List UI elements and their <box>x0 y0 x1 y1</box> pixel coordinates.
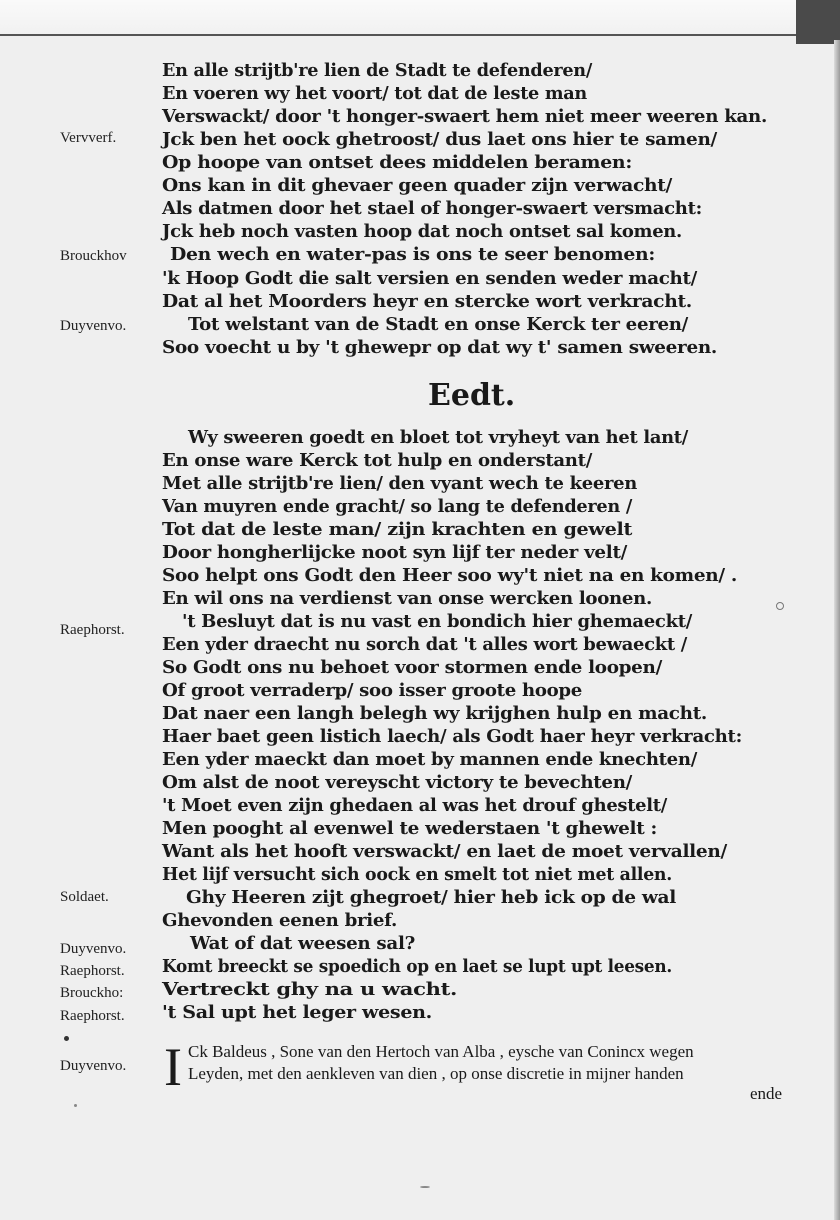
verse-line: Verswackt/ door 't honger-swaert hem niet meer weeren kan. <box>162 106 767 127</box>
speaker-label: Raephorst. <box>60 963 125 979</box>
verse-line: En alle strijtb're lien de Stadt te defenderen/ <box>162 60 592 81</box>
page-top-edge <box>0 0 840 36</box>
speaker-label: Duyvenvo. <box>60 318 127 334</box>
verse-line: Jck ben het oock ghetroost/ dus laet ons hier te samen/ <box>162 129 717 150</box>
verse-line: Soo voecht u by 't ghewepr op dat wy t' samen sweeren. <box>162 337 717 358</box>
verse-line: Men pooght al evenwel te wederstaen 't ghewelt : <box>162 818 657 839</box>
verse-line: Want als het hooft verswackt/ en laet de moet vervallen/ <box>162 841 727 862</box>
bullet-mark <box>64 1036 69 1041</box>
verse-line: Ghevonden eenen brief. <box>162 910 397 931</box>
verse-line: Vertreckt ghy na u wacht. <box>162 979 457 1000</box>
verse-line: Een yder maeckt dan moet by mannen ende knechten/ <box>162 749 697 770</box>
verse-line: Als datmen door het stael of honger-swaert versmacht: <box>162 198 702 219</box>
verse-line: Het lijf versucht sich oock en smelt tot niet met allen. <box>162 864 672 885</box>
verse-line: Ons kan in dit ghevaer geen quader zijn verwacht/ <box>162 175 672 196</box>
drop-cap: I <box>164 1037 182 1097</box>
verse-line: Komt breeckt se spoedich op en laet se lupt upt leesen. <box>162 956 672 977</box>
speaker-label: Duyvenvo. <box>60 1058 127 1074</box>
verse-line: 't Sal upt het leger wesen. <box>162 1002 432 1023</box>
verse-line: En voeren wy het voort/ tot dat de leste man <box>162 83 587 104</box>
speaker-label: Brouckhov <box>60 248 127 264</box>
verse-line: Dat al het Moorders heyr en stercke wort verkracht. <box>162 291 692 312</box>
verse-line: So Godt ons nu behoet voor stormen ende loopen/ <box>162 657 662 678</box>
prose-line: ende <box>750 1084 783 1103</box>
scan-speck <box>776 602 784 610</box>
verse-line: Wy sweeren goedt en bloet tot vryheyt van het lant/ <box>188 427 688 448</box>
verse-line: 'k Hoop Godt die salt versien en senden weder macht/ <box>162 268 697 289</box>
verse-line: Met alle strijtb're lien/ den vyant wech te keeren <box>162 473 637 494</box>
verse-line: Den wech en water-pas is ons te seer benomen: <box>170 244 655 265</box>
verse-line: Jck heb noch vasten hoop dat noch ontset sal komen. <box>162 221 682 242</box>
verse-line: Haer baet geen listich laech/ als Godt haer heyr verkracht: <box>162 726 742 747</box>
scan-speck <box>74 1104 77 1107</box>
verse-line: Van muyren ende gracht/ so lang te defenderen / <box>162 496 632 517</box>
verse-line: Dat naer een langh belegh wy krijghen hulp en macht. <box>162 703 707 724</box>
speaker-label: Soldaet. <box>60 889 109 905</box>
verse-line: Een yder draecht nu sorch dat 't alles wort bewaeckt / <box>162 634 687 655</box>
scan-speck <box>420 1186 430 1188</box>
verse-line: Soo helpt ons Godt den Heer soo wy't niet na en komen/ . <box>162 565 737 586</box>
verse-line: 't Besluyt dat is nu vast en bondich hier ghemaeckt/ <box>182 611 692 632</box>
speaker-label: Brouckho: <box>60 985 124 1001</box>
verse-line: Door hongherlijcke noot syn lijf ter neder velt/ <box>162 542 627 563</box>
speaker-label: Raephorst. <box>60 622 125 638</box>
verse-line: Ghy Heeren zijt ghegroet/ hier heb ick op de wal <box>186 887 676 908</box>
verse-line: 't Moet even zijn ghedaen al was het drouf ghestelt/ <box>162 795 667 816</box>
scan-corner-shadow <box>796 0 840 44</box>
prose-line: Leyden, met den aenkleven van dien , op onse discretie in mijner handen <box>188 1064 684 1083</box>
speaker-label: Duyvenvo. <box>60 941 127 957</box>
speaker-label: Raephorst. <box>60 1008 125 1024</box>
verse-line: Om alst de noot vereyscht victory te bevechten/ <box>162 772 632 793</box>
section-heading: Eedt. <box>428 378 516 413</box>
speaker-label: Vervverf. <box>60 130 117 146</box>
verse-line: Op hoope van ontset dees middelen beramen: <box>162 152 632 173</box>
verse-line: Tot welstant van de Stadt en onse Kerck ter eeren/ <box>188 314 688 335</box>
verse-line: En onse ware Kerck tot hulp en onderstant/ <box>162 450 592 471</box>
scan-right-shadow <box>834 40 840 1220</box>
prose-line: Ck Baldeus , Sone van den Hertoch van Alba , eysche van Conincx wegen <box>188 1042 694 1061</box>
verse-line: En wil ons na verdienst van onse wercken loonen. <box>162 588 652 609</box>
verse-line: Tot dat de leste man/ zijn krachten en gewelt <box>162 519 632 540</box>
verse-line: Wat of dat weesen sal? <box>190 933 415 954</box>
verse-line: Of groot verraderp/ soo isser groote hoope <box>162 680 582 701</box>
